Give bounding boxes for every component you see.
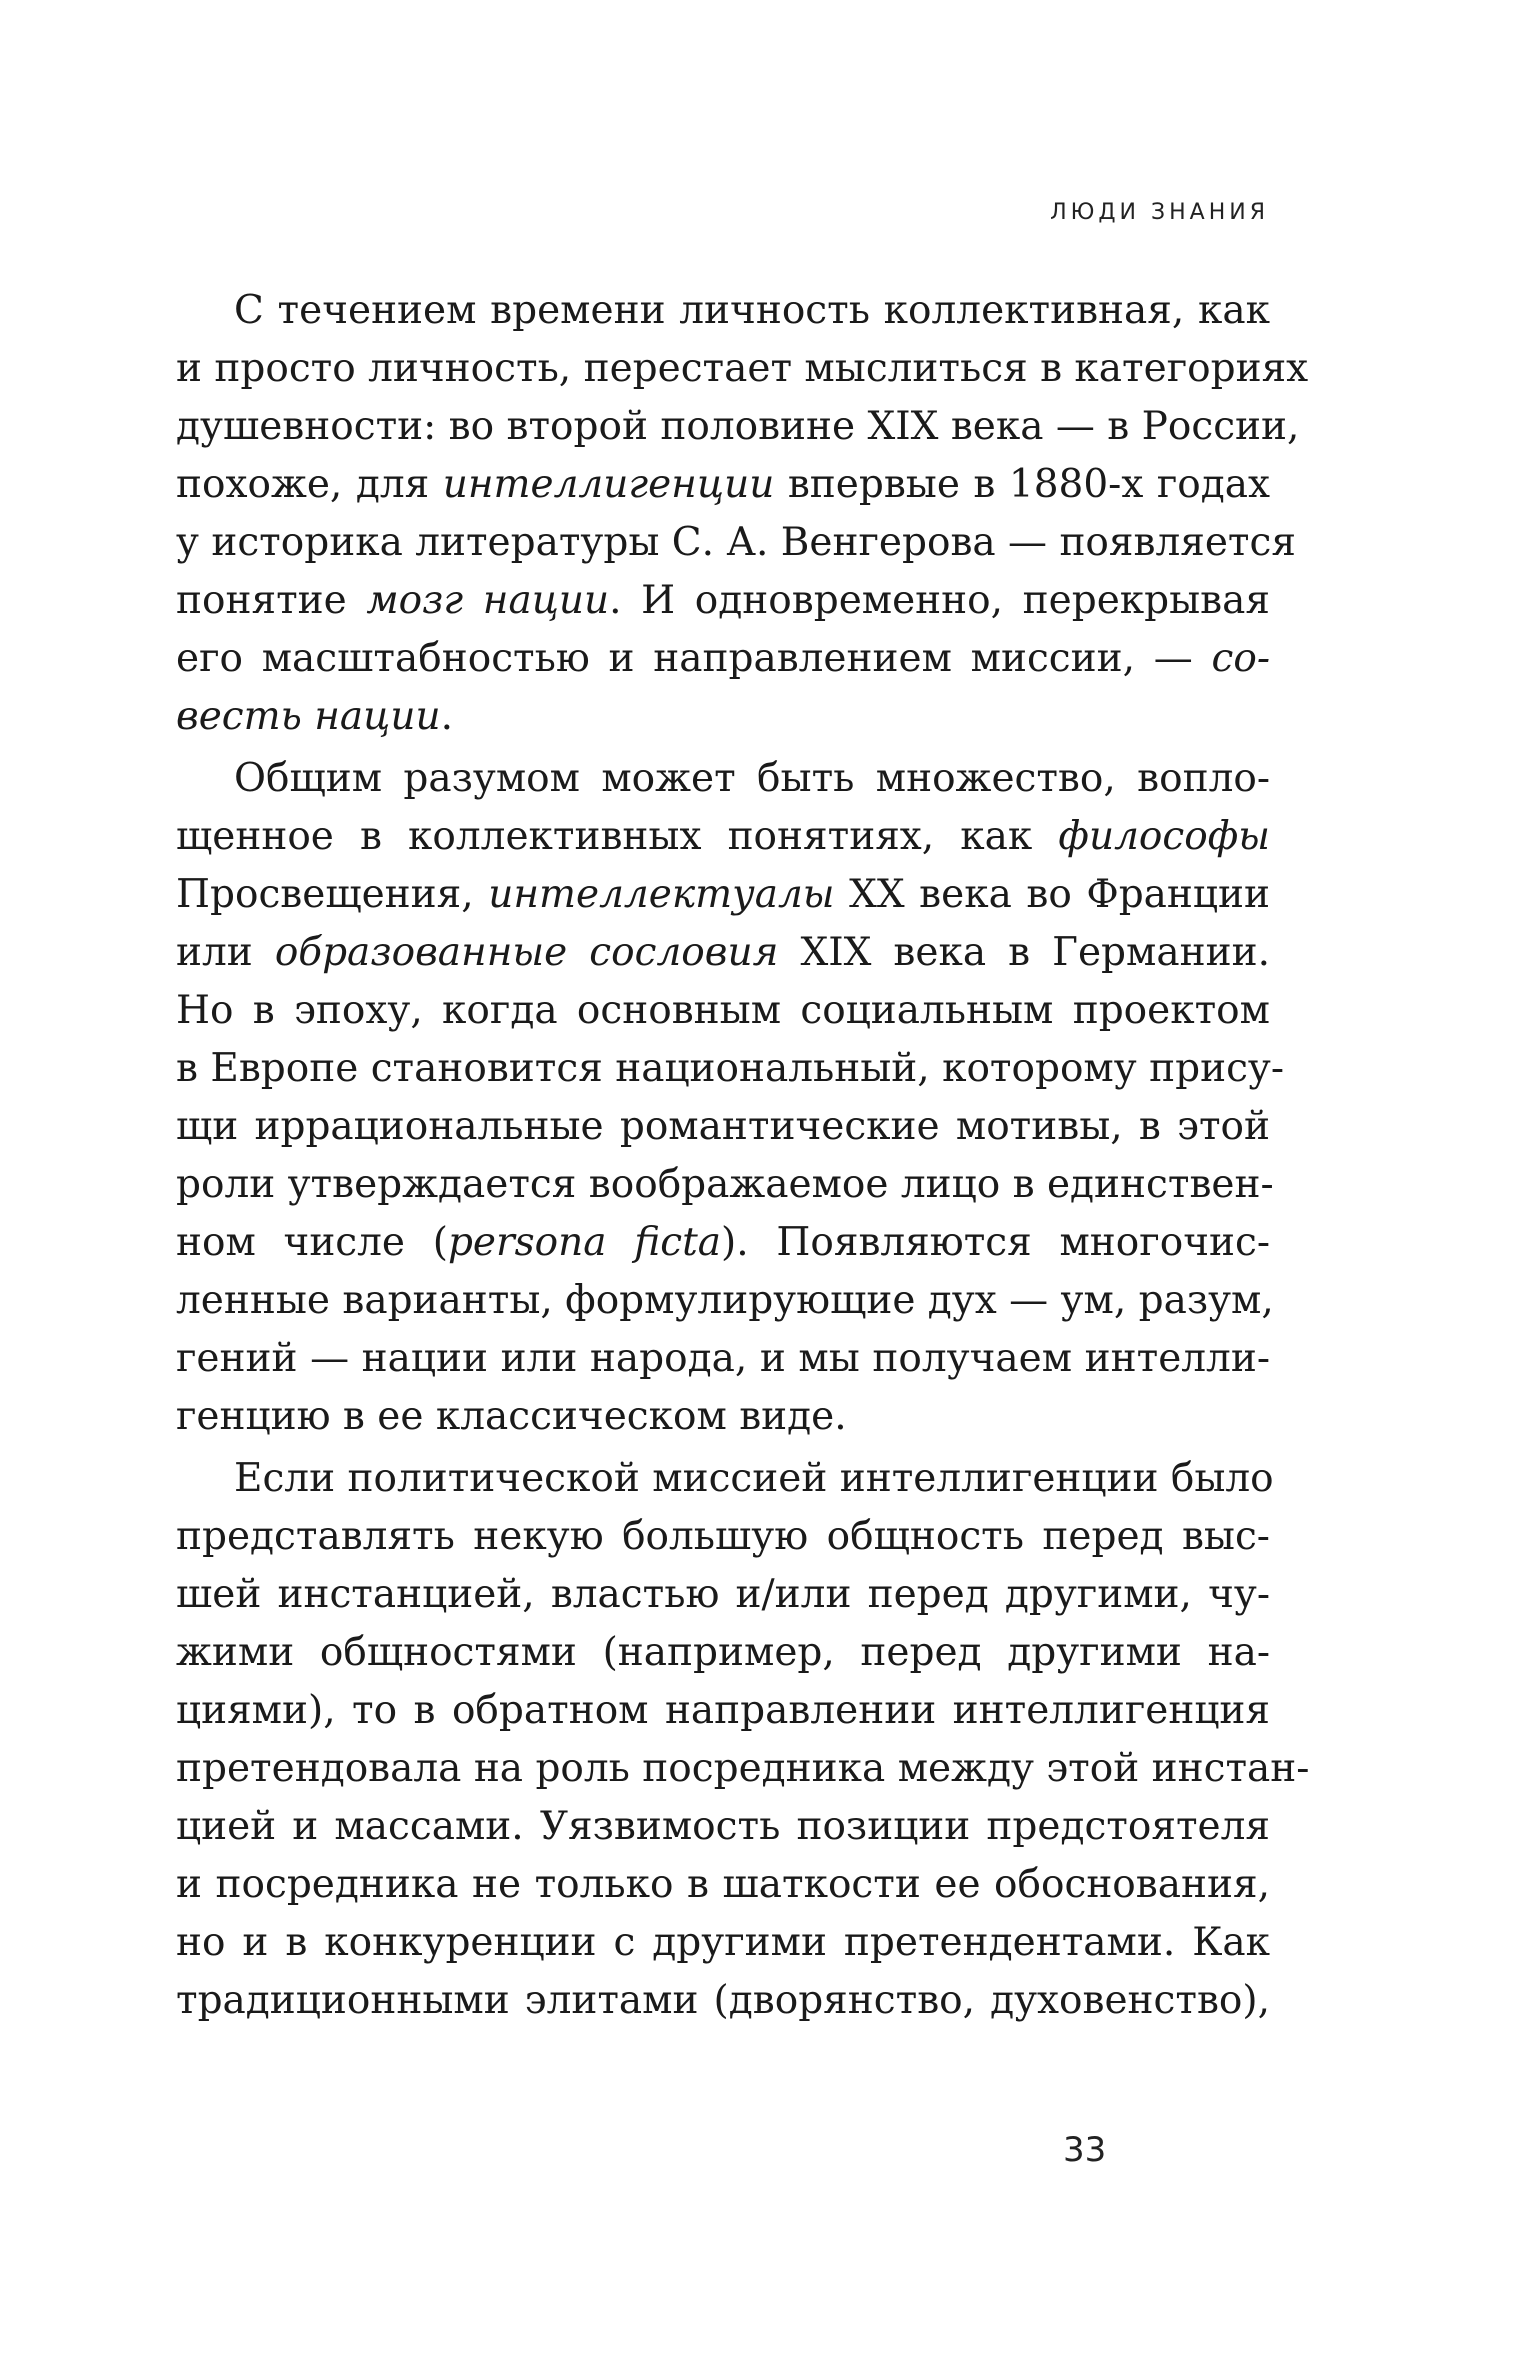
text-run: Но в эпоху, когда основным социальным проектом <box>176 988 1270 1033</box>
paragraph <box>176 1450 1310 2030</box>
text-line <box>176 1040 1285 1098</box>
paragraph <box>176 750 1285 1446</box>
text-run: . <box>440 694 454 739</box>
text-run: претендовала на роль посредника между этой инстан- <box>176 1746 1310 1791</box>
text-run: и посредника не только в шаткости ее обоснования, <box>176 1862 1270 1907</box>
text-line <box>176 1508 1270 1566</box>
text-run: традиционными элитами (дворянство, духовенство), <box>176 1978 1270 2023</box>
text-line <box>176 1914 1270 1972</box>
text-run: похоже, для <box>176 462 443 507</box>
text-line <box>176 1566 1270 1624</box>
text-line <box>176 866 1270 924</box>
text-run: . И одновременно, перекрывая <box>609 578 1270 623</box>
text-run: генцию в ее классическом виде. <box>176 1394 847 1439</box>
italic-term: образованные сословия <box>274 930 779 975</box>
text-line <box>176 572 1270 630</box>
text-line <box>176 1798 1270 1856</box>
text-run: циями), то в обратном направлении интеллигенция <box>176 1688 1270 1733</box>
text-line <box>176 1330 1270 1388</box>
paragraph <box>176 282 1309 746</box>
page-number: 33 <box>1063 2130 1107 2170</box>
text-run: цией и массами. Уязвимость позиции предстоятеля <box>176 1804 1270 1849</box>
text-run: но и в конкуренции с другими претендентами. Как <box>176 1920 1270 1965</box>
text-run: щи иррациональные романтические мотивы, в этой <box>176 1104 1270 1149</box>
text-run: XX века во Франции <box>834 872 1270 917</box>
text-line <box>176 514 1296 572</box>
text-run: и просто личность, перестает мыслиться в категориях <box>176 346 1309 391</box>
text-run: шей инстанцией, властью и/или перед другими, чу- <box>176 1572 1270 1617</box>
text-line <box>176 1156 1274 1214</box>
text-line <box>176 1740 1310 1798</box>
text-line <box>176 1450 1274 1508</box>
text-line <box>176 982 1270 1040</box>
text-line <box>176 924 1270 982</box>
text-run: душевности: во второй половине XIX века — в России, <box>176 404 1300 449</box>
text-run: XIX века в Германии. <box>778 930 1270 975</box>
text-run: ). Появляются многочис- <box>721 1220 1270 1265</box>
italic-term: мозг нации <box>366 578 610 623</box>
italic-term: persona ficta <box>447 1220 722 1265</box>
text-run: Если политической миссией интеллигенции было <box>234 1456 1274 1501</box>
text-run: роли утверждается воображаемое лицо в единствен- <box>176 1162 1274 1207</box>
text-line <box>176 1856 1270 1914</box>
text-line <box>176 750 1270 808</box>
text-run: у историка литературы С. А. Венгерова — появляется <box>176 520 1296 565</box>
text-line <box>176 282 1270 340</box>
text-run: представлять некую большую общность перед выс- <box>176 1514 1270 1559</box>
running-head: ЛЮДИ ЗНАНИЯ <box>1050 200 1269 225</box>
text-line <box>176 1098 1270 1156</box>
italic-term: интеллигенции <box>442 462 775 507</box>
text-line <box>176 808 1270 866</box>
text-run: ном числе ( <box>176 1220 448 1265</box>
italic-term: весть нации <box>176 694 441 739</box>
text-line <box>176 1624 1270 1682</box>
text-line <box>176 1388 1270 1446</box>
text-line <box>176 1682 1270 1740</box>
text-line <box>176 630 1270 688</box>
text-run: в Европе становится национальный, которому прису- <box>176 1046 1285 1091</box>
text-line <box>176 1214 1270 1272</box>
text-line <box>176 1272 1274 1330</box>
text-line <box>176 340 1309 398</box>
text-run: ленные варианты, формулирующие дух — ум, разум, <box>176 1278 1274 1323</box>
text-line <box>176 398 1300 456</box>
text-run: Просвещения, <box>176 872 489 917</box>
text-run: или <box>176 930 275 975</box>
text-run: жими общностями (например, перед другими на- <box>176 1630 1270 1675</box>
italic-term: философы <box>1058 814 1270 859</box>
text-line <box>176 456 1270 514</box>
text-run: Общим разумом может быть множество, вопло- <box>234 756 1270 801</box>
text-run: понятие <box>176 578 367 623</box>
italic-term: интеллектуалы <box>488 872 835 917</box>
text-run: его масштабностью и направлением миссии, — <box>176 636 1212 681</box>
italic-term: со- <box>1211 636 1270 681</box>
body-text <box>176 282 1310 2030</box>
text-run: С течением времени личность коллективная, как <box>234 288 1270 333</box>
text-run: щенное в коллективных понятиях, как <box>176 814 1059 859</box>
text-line <box>176 1972 1270 2030</box>
text-line <box>176 688 1270 746</box>
text-run: гений — нации или народа, и мы получаем интелли- <box>176 1336 1270 1381</box>
text-run: впервые в 1880-х годах <box>774 462 1270 507</box>
